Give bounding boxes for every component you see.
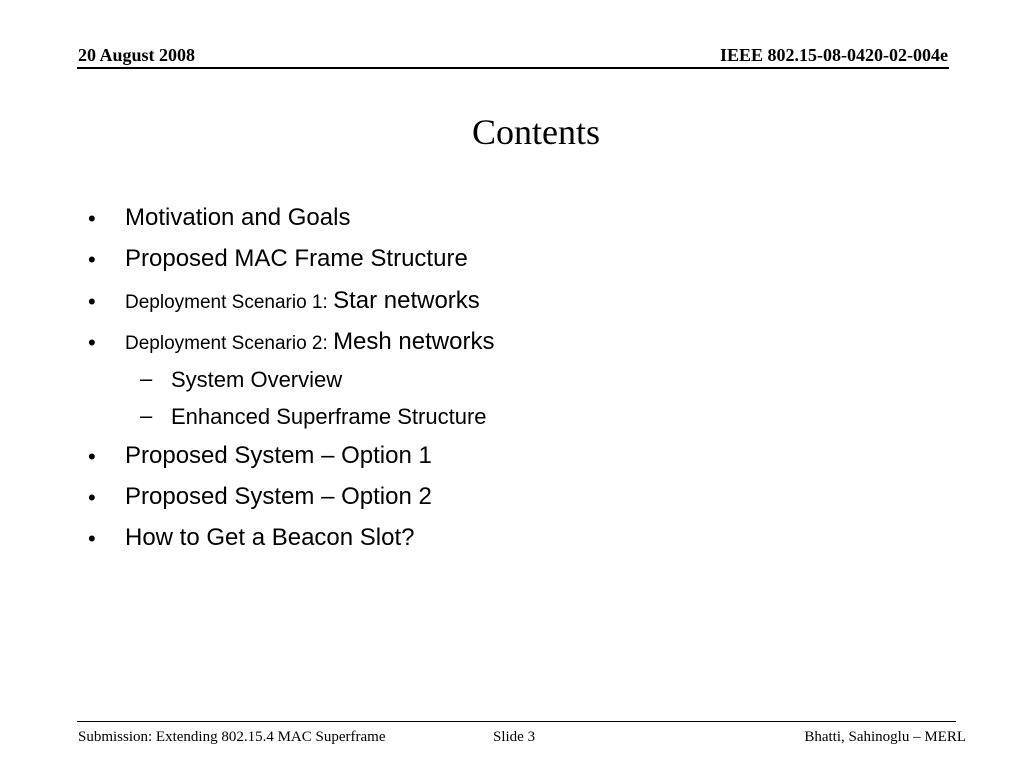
bullet-marker: • — [88, 247, 96, 272]
sub-bullet-marker: – — [140, 403, 153, 428]
bullet-marker: • — [88, 444, 96, 469]
footer-divider — [77, 721, 956, 722]
list-item-deployment-scenario-1 — [125, 287, 480, 315]
header-document-id: IEEE 802.15-08-0420-02-004e — [720, 45, 948, 65]
list-item-mac-frame-structure: Proposed MAC Frame Structure — [125, 245, 468, 272]
bullet-marker: • — [88, 289, 96, 314]
footer-slide-number: Slide 3 — [493, 729, 536, 745]
list-item-deployment-scenario-2 — [125, 328, 494, 356]
sub-item-enhanced-superframe: Enhanced Superframe Structure — [171, 404, 487, 429]
deployment-scenario-1-prefix: Deployment Scenario 1: — [125, 292, 334, 313]
list-item-proposed-system-option-2: Proposed System – Option 2 — [125, 483, 432, 510]
header-date: 20 August 2008 — [78, 45, 196, 65]
deployment-scenario-1-topic: Star networks — [333, 287, 480, 314]
list-item-proposed-system-option-1: Proposed System – Option 1 — [125, 442, 432, 469]
bullet-marker: • — [88, 330, 96, 355]
deployment-scenario-2-prefix: Deployment Scenario 2: — [125, 333, 334, 354]
slide-title: Contents — [471, 112, 600, 152]
bullet-marker: • — [88, 526, 96, 551]
footer-submission: Submission: Extending 802.15.4 MAC Superframe — [78, 729, 386, 745]
deployment-scenario-2-topic: Mesh networks — [333, 328, 495, 355]
footer-authors: Bhatti, Sahinoglu – MERL — [804, 729, 966, 745]
sub-bullet-marker: – — [140, 366, 153, 391]
bullet-marker: • — [88, 206, 96, 231]
list-item-beacon-slot: How to Get a Beacon Slot? — [125, 524, 415, 551]
bullet-marker: • — [88, 485, 96, 510]
list-item-motivation-goals: Motivation and Goals — [125, 204, 351, 231]
sub-item-system-overview: System Overview — [171, 367, 343, 392]
